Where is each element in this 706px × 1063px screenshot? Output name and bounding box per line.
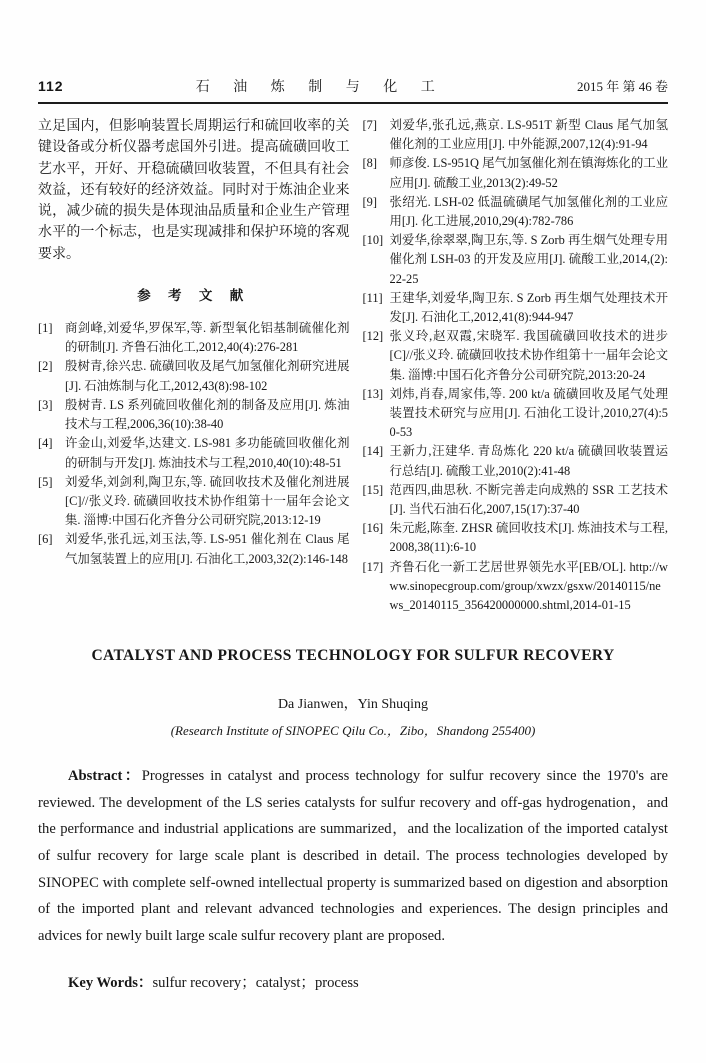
references-list-left — [38, 319, 350, 569]
reference-item — [38, 530, 350, 568]
reference-text: 张义玲,赵双霞,宋晓军. 我国硫磺回收技术的进步[C]//张义玲. 硫磺回收技术协作组第十一届年会论文集. 淄博:中国石化齐鲁分公司研究院,2013:20-24 — [389, 329, 668, 382]
reference-item — [363, 327, 669, 385]
english-abstract-section — [38, 647, 668, 992]
english-authors: Da Jianwen，Yin Shuqing — [277, 697, 429, 713]
reference-label: [5] — [38, 474, 53, 489]
running-head — [38, 76, 668, 102]
journal-title: 石 油 炼 制 与 化 工 — [195, 80, 445, 95]
keywords-label: Key Words： — [68, 975, 153, 992]
reference-text: 齐鲁石化一新工艺居世界领先水平[EB/OL]. http://www.sinopecgroup.com/group/xwzx/gsxw/20140115/news_20140115_356420000000.shtml,2014-01-15 — [389, 559, 668, 613]
issue-volume-info: 2015 年 第 46 卷 — [576, 79, 668, 94]
header-rule — [38, 102, 668, 104]
reference-item — [363, 116, 669, 154]
two-column-area — [38, 116, 668, 615]
reference-label: [17] — [362, 559, 384, 574]
reference-item — [363, 385, 669, 443]
reference-label: [16] — [362, 521, 384, 536]
left-column — [38, 116, 350, 615]
abstract-label: Abstract： — [68, 768, 142, 785]
reference-text: 王建华,刘爱华,陶卫东. S Zorb 再生烟气处理技术开发[J]. 石油化工,2012,41(8):944-947 — [389, 290, 668, 325]
reference-text: 朱元彪,陈奎. ZHSR 硫回收技术[J]. 炼油技术与工程,2008,38(11):6-10 — [389, 521, 668, 555]
reference-label: [3] — [38, 397, 53, 412]
reference-item — [38, 473, 350, 531]
reference-label: [12] — [362, 329, 384, 344]
reference-label: [9] — [362, 194, 377, 209]
references-heading: 参 考 文 献 — [137, 288, 251, 304]
reference-label: [15] — [362, 482, 384, 497]
reference-item — [363, 558, 669, 616]
keywords-line — [38, 971, 668, 992]
reference-item — [363, 481, 669, 519]
abstract-paragraph — [38, 763, 668, 949]
reference-text: 张绍光. LSH-02 低温硫磺尾气加氢催化剂的工业应用[J]. 化工进展,2010,29(4):782-786 — [389, 194, 668, 229]
reference-label: [4] — [38, 436, 53, 451]
english-affiliation: (Research Institute of SINOPEC Qilu Co.，Zibo，Shandong 255400) — [170, 723, 536, 739]
reference-item — [363, 154, 669, 192]
reference-label: [1] — [38, 321, 53, 336]
reference-label: [13] — [362, 386, 384, 401]
reference-text: 师彦俊. LS-951Q 尾气加氢催化剂在镇海炼化的工业应用[J]. 硫酸工业,2013(2):49-52 — [389, 156, 668, 190]
reference-text: 范西四,曲思秋. 不断完善走向成熟的 SSR 工艺技术[J]. 当代石油石化,2007,15(17):37-40 — [389, 482, 668, 517]
reference-label: [6] — [38, 532, 53, 547]
reference-text: 刘爱华,徐翠翠,陶卫东,等. S Zorb 再生烟气处理专用催化剂 LSH-03 的开发及应用[J]. 硫酸工业,2014,(2):22-25 — [389, 233, 668, 286]
reference-text: 刘爱华,张孔远,燕京. LS-951T 新型 Claus 尾气加氢催化剂的工业应用[J]. 中外能源,2007,12(4):91-94 — [389, 118, 668, 152]
page-number: 112 — [38, 78, 64, 94]
reference-label: [14] — [362, 444, 384, 459]
reference-text: 刘爱华,张孔远,刘玉法,等. LS-951 催化剂在 Claus 尾气加氢装置上的应用[J]. 石油化工,2003,32(2):146-148 — [65, 532, 350, 566]
reference-item — [38, 434, 350, 472]
reference-text: 殷树青. LS 系列硫回收催化剂的制备及应用[J]. 炼油技术与工程,2006,36(10):38-40 — [65, 397, 350, 432]
reference-text: 刘爱华,刘剑利,陶卫东,等. 硫回收技术及催化剂进展[C]//张义玲. 硫磺回收技术协作组第十一届年会论文集. 淄博:中国石化齐鲁分公司研究院,2013:12-19 — [65, 474, 350, 528]
reference-item — [38, 357, 350, 395]
reference-label: [2] — [38, 359, 53, 374]
reference-text: 殷树青,徐兴忠. 硫磺回收及尾气加氢催化剂研究进展[J]. 石油炼制与化工,2012,43(8):98-102 — [65, 359, 350, 393]
references-list-right — [363, 116, 669, 615]
reference-label: [7] — [362, 118, 377, 132]
reference-item — [363, 289, 669, 327]
reference-text: 许金山,刘爱华,达建文. LS-981 多功能硫回收催化剂的研制与开发[J]. 炼油技术与工程,2010,40(10):48-51 — [65, 436, 350, 470]
reference-label: [10] — [362, 233, 384, 248]
reference-item — [38, 396, 350, 434]
reference-item — [363, 519, 669, 557]
abstract-text: Progresses in catalyst and process technology for sulfur recovery since the 1970's are reviewed. The development of the LS series catalysts for sulfur recovery and off-gas hydrogenation，and the performance and industrial applications are summarized，and the localization of the imported catalyst of sulfur recovery for large scale plant is described in detail. The process technologies developed by SINOPEC with complete self-owned intellectual property is summarized based on digestion and absorption of the imported plant and relevant advanced technologies and experiences. The design principles and advices for newly built large scale sulfur recovery plant are proposed. — [38, 768, 668, 944]
keywords-text: sulfur recovery；catalyst；process — [152, 975, 359, 992]
reference-label: [11] — [362, 290, 383, 305]
body-paragraph: 立足国内，但影响装置长周期运行和硫回收率的关键设备或分析仪器考虑国外引进。提高硫磺回收工艺水平，开好、开稳硫磺回收装置，不但具有社会效益，还有较好的经济效益。同时对于炼油企业来说，减少硫的损失是体现油品质量和企业生产管理水平的一个标志，也是实现减排和保护环境的客观要求。 — [38, 119, 350, 262]
reference-text: 刘炜,肖春,周家伟,等. 200 kt/a 硫磺回收及尾气处理装置技术研究与应用[J]. 石油化工设计,2010,27(4):50-53 — [389, 386, 668, 440]
reference-label: [8] — [362, 156, 377, 171]
reference-text: 商剑峰,刘爱华,罗保军,等. 新型氧化铝基制硫催化剂的研制[J]. 齐鲁石油化工,2012,40(4):276-281 — [65, 321, 350, 355]
reference-item — [363, 442, 669, 480]
reference-item — [363, 231, 669, 289]
english-title: CATALYST AND PROCESS TECHNOLOGY FOR SULFUR RECOVERY — [91, 647, 615, 665]
reference-item — [363, 193, 669, 231]
reference-item — [38, 319, 350, 357]
reference-text: 王新力,汪建华. 青岛炼化 220 kt/a 硫磺回收装置运行总结[J]. 硫酸工业,2010(2):41-48 — [389, 444, 668, 478]
right-column — [363, 116, 669, 615]
